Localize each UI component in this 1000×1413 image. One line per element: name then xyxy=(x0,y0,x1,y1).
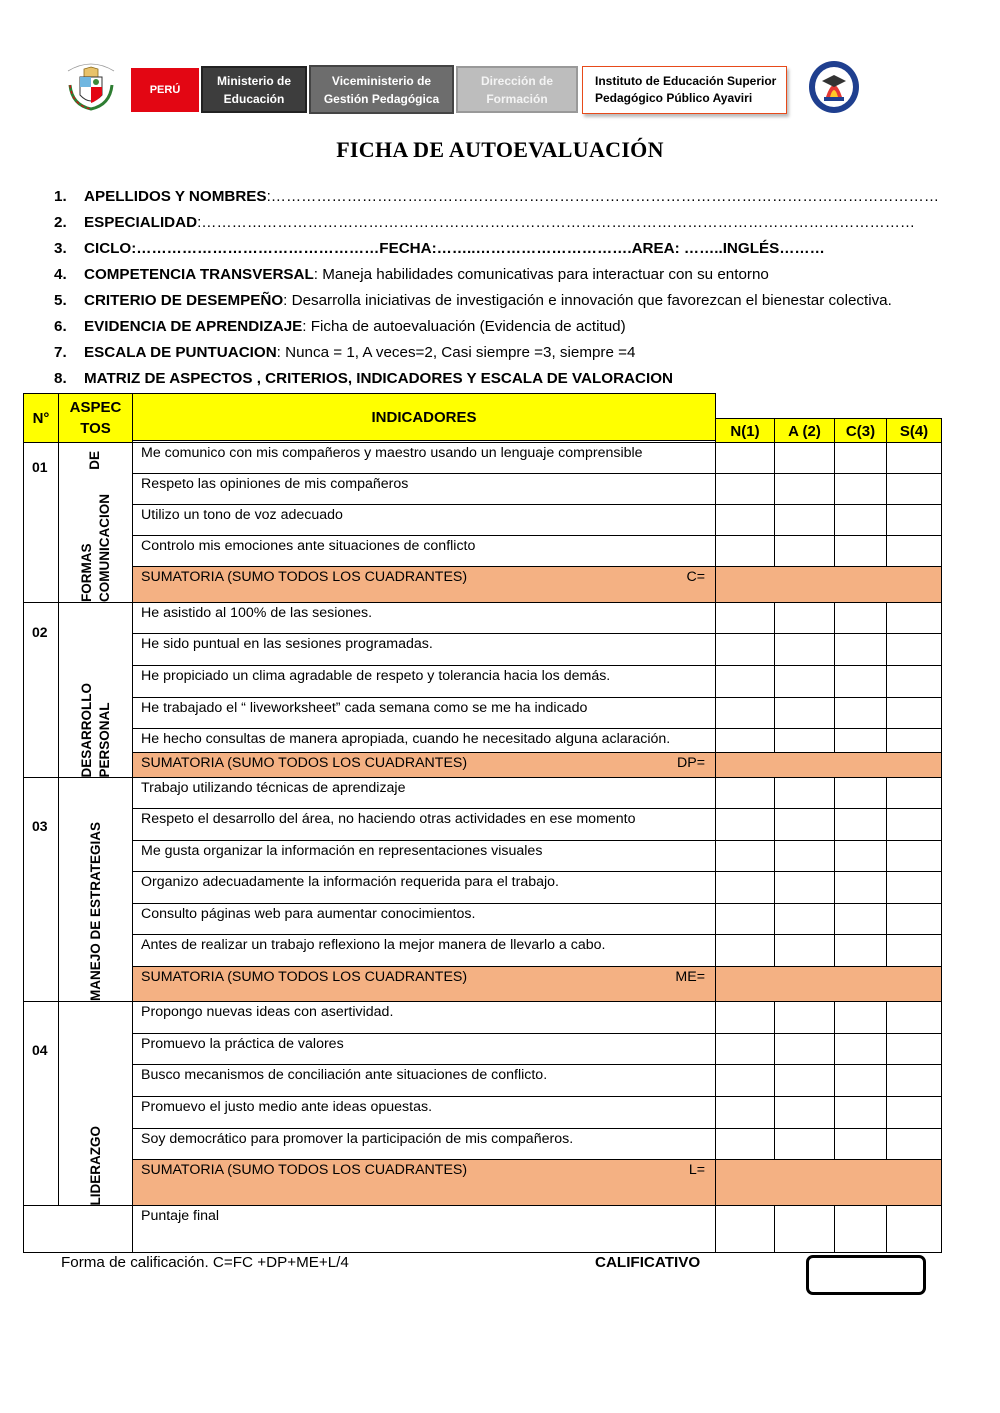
score-cell-n[interactable] xyxy=(715,1096,775,1129)
sumatoria-label: SUMATORIA (SUMO TODOS LOS CUADRANTES) xyxy=(141,755,468,771)
item-label: ESCALA DE PUNTUACION xyxy=(84,344,277,361)
group-number: 02 xyxy=(23,602,59,778)
sumatoria-row xyxy=(132,752,716,778)
aspect-line: PERSONAL xyxy=(96,701,112,777)
score-cell-c[interactable] xyxy=(834,442,887,474)
header-scale-s: S(4) xyxy=(886,418,942,443)
item-label: EVIDENCIA DE APRENDIZAJE xyxy=(84,318,303,335)
score-cell-s[interactable] xyxy=(886,1001,942,1034)
header-aspectos-line2: TOS xyxy=(80,420,111,437)
score-cell-a[interactable] xyxy=(774,871,835,904)
item-text: : Nunca = 1, A veces=2, Casi siempre =3, siempre =4 xyxy=(276,344,636,361)
score-cell-a[interactable] xyxy=(774,535,835,567)
score-cell-n[interactable] xyxy=(715,665,775,698)
ministerio-label: Ministerio de Educación xyxy=(201,66,307,113)
group-aspect xyxy=(58,1001,133,1206)
indicator-text: He sido puntual en las sesiones programadas. xyxy=(132,633,716,666)
item-label: ESPECIALIDAD xyxy=(84,214,198,231)
item-number: 3. xyxy=(54,240,67,257)
score-cell-a[interactable] xyxy=(774,1096,835,1129)
score-cell-s[interactable] xyxy=(886,633,942,666)
header-number: N° xyxy=(23,393,59,443)
score-cell-c[interactable] xyxy=(834,840,887,872)
item-text: : Ficha de autoevaluación (Evidencia de actitud) xyxy=(302,318,626,335)
header-aspectos xyxy=(58,393,133,443)
sumatoria-total-cell[interactable] xyxy=(715,1159,942,1206)
group-aspect-label xyxy=(78,673,114,778)
header-aspectos-line1: ASPEC xyxy=(69,399,122,416)
aspect-top-label: DE xyxy=(87,451,102,470)
indicator-text: Me gusta organizar la información en representaciones visuales xyxy=(132,840,716,872)
instituto-line1: Instituto de Educación Superior xyxy=(595,74,777,88)
header-scale-c: C(3) xyxy=(834,418,887,443)
score-cell-n[interactable] xyxy=(715,1001,775,1034)
header-scale-a: A (2) xyxy=(774,418,835,443)
score-cell-s[interactable] xyxy=(886,1128,942,1160)
item-number: 2. xyxy=(54,214,67,231)
item-text: :…………………………………………………………………………………………………………………… xyxy=(266,188,940,205)
score-cell-n[interactable] xyxy=(715,697,775,729)
header-scale-n: N(1) xyxy=(715,418,775,443)
sumatoria-row xyxy=(132,1159,716,1206)
peru-label: PERÚ xyxy=(131,68,199,112)
score-cell-a[interactable] xyxy=(774,665,835,698)
score-cell-a[interactable] xyxy=(774,934,835,967)
item-label: COMPETENCIA TRANSVERSAL xyxy=(84,266,314,283)
score-cell-s[interactable] xyxy=(886,1064,942,1097)
sumatoria-label: SUMATORIA (SUMO TODOS LOS CUADRANTES) xyxy=(141,569,468,585)
final-score-cell-c[interactable] xyxy=(834,1205,887,1253)
score-cell-a[interactable] xyxy=(774,728,835,753)
indicator-text: He asistido al 100% de las sesiones. xyxy=(132,602,716,634)
item-label: MATRIZ DE ASPECTOS , CRITERIOS, INDICADORES Y ESCALA DE VALORACION xyxy=(84,370,673,387)
score-cell-c[interactable] xyxy=(834,934,887,967)
indicator-text: Soy democrático para promover la participación de mis compañeros. xyxy=(132,1128,716,1160)
indicator-text: Trabajo utilizando técnicas de aprendizaje xyxy=(132,777,716,809)
score-cell-n[interactable] xyxy=(715,442,775,474)
group-aspect-label xyxy=(87,1116,105,1206)
indicator-text: Busco mecanismos de conciliación ante situaciones de conflicto. xyxy=(132,1064,716,1097)
aspect-line: MANEJO DE ESTRATEGIAS xyxy=(87,821,103,1001)
item-number: 8. xyxy=(54,370,67,387)
group-aspect-label xyxy=(87,812,105,1001)
sumatoria-code: DP= xyxy=(677,755,705,771)
calificativo-label: CALIFICATIVO xyxy=(595,1254,701,1271)
score-cell-n[interactable] xyxy=(715,602,775,634)
group-aspect xyxy=(58,442,133,603)
final-empty-cell xyxy=(23,1205,133,1253)
score-cell-c[interactable] xyxy=(834,1033,887,1065)
score-cell-a[interactable] xyxy=(774,1033,835,1065)
score-cell-a[interactable] xyxy=(774,602,835,634)
score-cell-a[interactable] xyxy=(774,1064,835,1097)
final-score-cell-s[interactable] xyxy=(886,1205,942,1253)
score-cell-c[interactable] xyxy=(834,665,887,698)
score-cell-c[interactable] xyxy=(834,903,887,935)
score-cell-s[interactable] xyxy=(886,504,942,536)
aspect-line: DESARROLLO xyxy=(78,682,94,777)
score-cell-a[interactable] xyxy=(774,777,835,809)
item-number: 7. xyxy=(54,344,67,361)
aspect-line: COMUNICACION xyxy=(96,494,112,602)
score-cell-n[interactable] xyxy=(715,808,775,841)
sumatoria-row xyxy=(132,966,716,1002)
item-label: CRITERIO DE DESEMPEÑO xyxy=(84,292,284,309)
sumatoria-code: L= xyxy=(688,1162,705,1178)
score-cell-c[interactable] xyxy=(834,1064,887,1097)
score-cell-s[interactable] xyxy=(886,697,942,729)
group-number: 01 xyxy=(23,442,59,603)
score-cell-c[interactable] xyxy=(834,728,887,753)
grading-formula: Forma de calificación. C=FC +DP+ME+L/4 xyxy=(61,1254,349,1271)
score-cell-a[interactable] xyxy=(774,504,835,536)
score-cell-s[interactable] xyxy=(886,602,942,634)
indicator-text: He trabajado el “ liveworksheet” cada semana como se me ha indicado xyxy=(132,697,716,729)
score-cell-s[interactable] xyxy=(886,777,942,809)
sumatoria-label: SUMATORIA (SUMO TODOS LOS CUADRANTES) xyxy=(141,1162,468,1178)
sumatoria-row xyxy=(132,566,716,603)
final-score-cell-a[interactable] xyxy=(774,1205,835,1253)
instituto-line2: Pedagógico Público Ayaviri xyxy=(595,91,753,105)
score-cell-n[interactable] xyxy=(715,633,775,666)
indicator-text: He hecho consultas de manera apropiada, cuando he necesitado alguna aclaración. xyxy=(132,728,716,753)
sumatoria-label: SUMATORIA (SUMO TODOS LOS CUADRANTES) xyxy=(141,969,468,985)
group-aspect-label xyxy=(78,484,114,602)
final-score-cell-n[interactable] xyxy=(715,1205,775,1253)
score-cell-a[interactable] xyxy=(774,473,835,505)
score-cell-c[interactable] xyxy=(834,633,887,666)
score-cell-s[interactable] xyxy=(886,442,942,474)
score-cell-n[interactable] xyxy=(715,728,775,753)
page-title: FICHA DE AUTOEVALUACIÓN xyxy=(336,137,664,162)
score-cell-s[interactable] xyxy=(886,903,942,935)
score-cell-s[interactable] xyxy=(886,840,942,872)
item-number: 1. xyxy=(54,188,67,205)
score-cell-a[interactable] xyxy=(774,1001,835,1034)
item-number: 5. xyxy=(54,292,67,309)
indicator-text: Respeto el desarrollo del área, no haciendo otras actividades en ese momento xyxy=(132,808,716,841)
item-label: CICLO:…………………………………………FECHA:……..………………………….AREA: ……..INGLÉS……… xyxy=(84,240,825,257)
score-cell-s[interactable] xyxy=(886,808,942,841)
group-number: 03 xyxy=(23,777,59,1002)
score-cell-c[interactable] xyxy=(834,1128,887,1160)
score-cell-c[interactable] xyxy=(834,1001,887,1034)
score-cell-n[interactable] xyxy=(715,504,775,536)
score-cell-n[interactable] xyxy=(715,535,775,567)
score-cell-n[interactable] xyxy=(715,871,775,904)
header-indicadores: INDICADORES xyxy=(132,393,716,441)
indicator-text: Utilizo un tono de voz adecuado xyxy=(132,504,716,536)
indicator-text: Propongo nuevas ideas con asertividad. xyxy=(132,1001,716,1034)
score-cell-c[interactable] xyxy=(834,535,887,567)
score-cell-n[interactable] xyxy=(715,777,775,809)
group-number: 04 xyxy=(23,1001,59,1206)
group-aspect xyxy=(58,602,133,778)
score-cell-c[interactable] xyxy=(834,602,887,634)
indicator-text: Controlo mis emociones ante situaciones de conflicto xyxy=(132,535,716,567)
indicator-text: Antes de realizar un trabajo reflexiono la mejor manera de llevarlo a cabo. xyxy=(132,934,716,967)
calificativo-input-box[interactable] xyxy=(806,1255,926,1295)
indicator-text: Respeto las opiniones de mis compañeros xyxy=(132,473,716,505)
score-cell-a[interactable] xyxy=(774,808,835,841)
viceministerio-label: Viceministerio de Gestión Pedagógica xyxy=(309,65,454,114)
final-score-label: Puntaje final xyxy=(132,1205,716,1253)
score-cell-s[interactable] xyxy=(886,934,942,967)
score-cell-s[interactable] xyxy=(886,1033,942,1065)
sumatoria-code: ME= xyxy=(675,969,705,985)
indicator-text: Organizo adecuadamente la información requerida para el trabajo. xyxy=(132,871,716,904)
score-cell-n[interactable] xyxy=(715,1128,775,1160)
score-cell-a[interactable] xyxy=(774,442,835,474)
score-cell-a[interactable] xyxy=(774,633,835,666)
score-cell-n[interactable] xyxy=(715,473,775,505)
score-cell-c[interactable] xyxy=(834,504,887,536)
sumatoria-code: C= xyxy=(686,569,705,585)
score-cell-a[interactable] xyxy=(774,697,835,729)
aspect-line: FORMAS xyxy=(78,543,94,602)
direccion-label: Dirección de Formación xyxy=(456,66,578,113)
score-cell-n[interactable] xyxy=(715,840,775,872)
sumatoria-total-cell[interactable] xyxy=(715,966,942,1002)
score-cell-n[interactable] xyxy=(715,1064,775,1097)
score-cell-n[interactable] xyxy=(715,903,775,935)
score-cell-a[interactable] xyxy=(774,840,835,872)
indicator-text: Consulto páginas web para aumentar conocimientos. xyxy=(132,903,716,935)
item-number: 6. xyxy=(54,318,67,335)
item-text: : Desarrolla iniciativas de investigación e innovación que favorezcan el bienestar colectiva. xyxy=(283,292,892,309)
score-cell-c[interactable] xyxy=(834,808,887,841)
score-cell-c[interactable] xyxy=(834,473,887,505)
aspect-line: LIDERAZGO xyxy=(87,1125,103,1205)
score-cell-a[interactable] xyxy=(774,903,835,935)
sumatoria-total-cell[interactable] xyxy=(715,566,942,603)
group-aspect xyxy=(58,777,133,1002)
score-cell-n[interactable] xyxy=(715,1033,775,1065)
score-cell-s[interactable] xyxy=(886,535,942,567)
item-label: APELLIDOS Y NOMBRES xyxy=(84,188,267,205)
indicator-text: Promuevo la práctica de valores xyxy=(132,1033,716,1065)
score-cell-n[interactable] xyxy=(715,934,775,967)
indicator-text: Me comunico con mis compañeros y maestro usando un lenguaje comprensible xyxy=(132,442,716,474)
score-cell-s[interactable] xyxy=(886,728,942,753)
sumatoria-total-cell[interactable] xyxy=(715,752,942,778)
score-cell-s[interactable] xyxy=(886,473,942,505)
score-cell-s[interactable] xyxy=(886,871,942,904)
indicator-text: He propiciado un clima agradable de respeto y tolerancia hacia los demás. xyxy=(132,665,716,698)
score-cell-a[interactable] xyxy=(774,1128,835,1160)
score-cell-s[interactable] xyxy=(886,1096,942,1129)
score-cell-c[interactable] xyxy=(834,871,887,904)
score-cell-s[interactable] xyxy=(886,665,942,698)
item-text: :…………………………………………………………………………………………………………………………… xyxy=(197,214,916,231)
score-cell-c[interactable] xyxy=(834,777,887,809)
indicator-text: Promuevo el justo medio ante ideas opuestas. xyxy=(132,1096,716,1129)
score-cell-c[interactable] xyxy=(834,697,887,729)
score-cell-c[interactable] xyxy=(834,1096,887,1129)
item-text: : Maneja habilidades comunicativas para interactuar con su entorno xyxy=(313,266,769,283)
item-number: 4. xyxy=(54,266,67,283)
